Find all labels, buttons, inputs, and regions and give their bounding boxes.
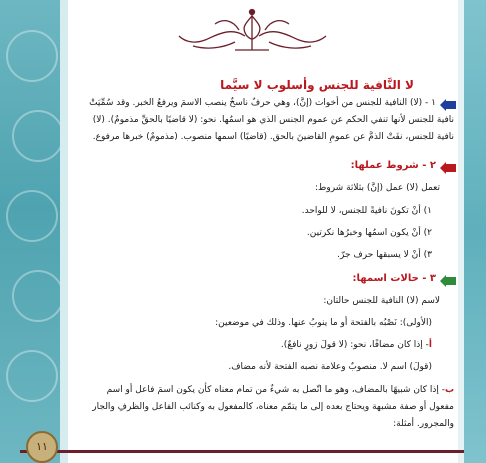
bottom-divider [20, 450, 464, 453]
page-title: لا النَّافية للجنس وأسلوب لا سيَّما [220, 78, 414, 92]
right-decorative-band [464, 0, 486, 463]
case-a-line [281, 340, 432, 350]
page-content [72, 0, 454, 443]
swirl-ornament-icon [6, 30, 58, 82]
section1-line-2: نافية للجنس لأنها تنفي الحكم عن عموم الجنس الذي هو اسمُها. نحو: (لا قاضيًا بالحقِّ مذمومٌ). (لا) [92, 115, 454, 125]
page-number: ١١ [26, 431, 58, 463]
green-arrow-icon [440, 275, 456, 287]
left-decorative-band [0, 0, 60, 463]
case-a-text: - إذا كان مضافًا، نحو: (لا قولَ زورٍ نافعٌ). [280, 340, 429, 350]
section1-line-1: ١ - (لا) النافية للجنس من أخوات (إنَّ)، وهي حرفٌ ناسخٌ ينصب الاسمَ ويرفعُ الخبر. وقد سُمِّيَتْ [89, 98, 436, 108]
swirl-ornament-icon [12, 110, 64, 162]
case-b-line-1 [107, 385, 454, 395]
red-arrow-icon [440, 162, 456, 174]
blue-arrow-icon [440, 99, 456, 111]
section3-intro: لاسم (لا) النافية للجنس حالتان: [323, 296, 440, 306]
section2-heading: ٢ - شروط عملها: [350, 160, 436, 171]
case-b-label: ب [444, 385, 454, 395]
case-b-line-2: مفعول أو صفة مشبهة ويحتاج بعده إلى ما يتمّم معناه، كالمفعول به وكنائب الفاعل والظرفِ والجار [92, 402, 454, 412]
case-a-explanation: (قولَ) اسم لا. منصوبٌ وعلامة نصبه الفتحة لأنه مضاف. [228, 362, 432, 372]
section3-heading: ٣ - حالات اسمها: [352, 273, 436, 284]
case-first: (الأولى): نَصْبُه بالفتحة أو ما ينوبُ عنها. وذلك في موضعين: [215, 318, 432, 328]
section2-intro: تعمل (لا) عمل (إنَّ) بثلاثة شروط: [315, 183, 440, 193]
swirl-ornament-icon [6, 350, 58, 402]
case-a-label: أ [428, 340, 432, 350]
condition-item-1: ١) أنْ تكونَ نافيةً للجنس، لا للواحد. [301, 206, 432, 216]
case-b-line-3: والمجرور. أمثلة: [393, 419, 454, 429]
condition-item-2: ٢) أنْ يكون اسمُها وخبرُها نكرتين. [306, 228, 432, 238]
swirl-ornament-icon [12, 270, 64, 322]
section1-line-3: نافية للجنس، نفَتْ الذمَّ عن عمومِ القاضينَ بالحق. (قاضيًا) اسمها منصوب. (مذمومٌ) خبرها مرفوع. [92, 132, 454, 142]
swirl-ornament-icon [6, 190, 58, 242]
left-band-edge [60, 0, 68, 463]
case-b-text: - إذا كان شبيهًا بالمضاف، وهو ما اتّصل به شيءٌ من تمام معناه كأن يكون اسمَ فاعل أو اسم [106, 385, 445, 395]
condition-item-3: ٣) أنْ لا يسبقها حرف جرّ. [337, 250, 432, 260]
